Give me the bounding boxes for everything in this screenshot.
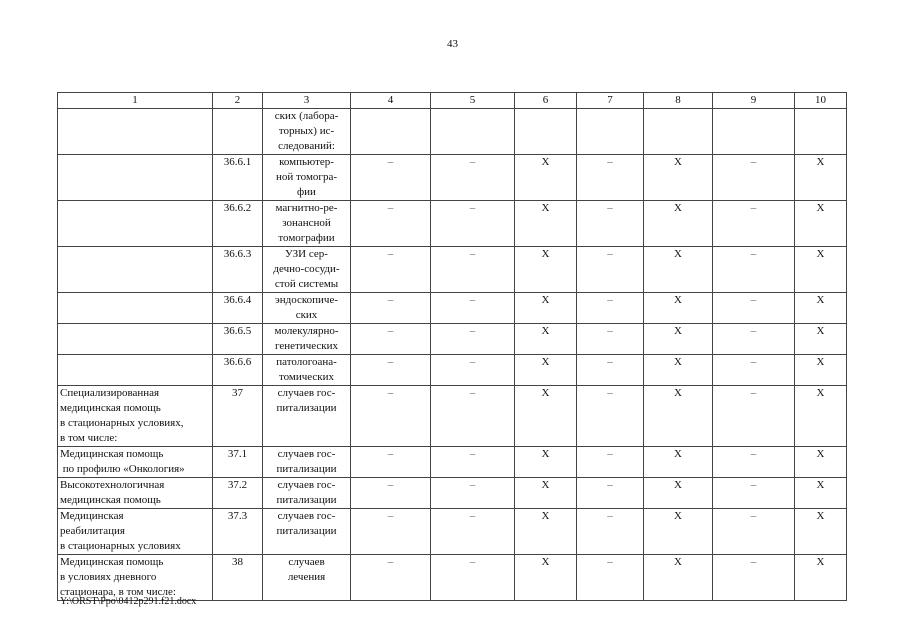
value-cell: X: [795, 509, 847, 555]
value-cell: X: [644, 447, 713, 478]
value-cell: X: [644, 355, 713, 386]
value-cell: –: [577, 293, 644, 324]
column-header: 5: [431, 93, 515, 109]
table-row: [58, 386, 847, 447]
unit-cell: случаев гос- питализации: [263, 386, 351, 447]
row-number-cell: 38: [213, 555, 263, 601]
row-number-cell: 37.3: [213, 509, 263, 555]
footer-file-path: Y:\ORST\Ppo\0412p291.f21.docx: [60, 596, 197, 607]
value-cell: X: [795, 247, 847, 293]
value-cell: [577, 109, 644, 155]
row-number-cell: 37: [213, 386, 263, 447]
value-cell: X: [515, 155, 577, 201]
value-cell: X: [644, 201, 713, 247]
unit-cell: случаев гос- питализации: [263, 478, 351, 509]
value-cell: X: [515, 324, 577, 355]
value-cell: –: [577, 201, 644, 247]
row-number-cell: 36.6.3: [213, 247, 263, 293]
care-type-cell: [58, 247, 213, 293]
value-cell: –: [351, 478, 431, 509]
value-cell: –: [351, 386, 431, 447]
column-header: 8: [644, 93, 713, 109]
value-cell: –: [577, 355, 644, 386]
value-cell: –: [577, 324, 644, 355]
value-cell: –: [351, 447, 431, 478]
unit-cell: случаев гос- питализации: [263, 447, 351, 478]
value-cell: –: [351, 155, 431, 201]
table-row: [58, 293, 847, 324]
page-number: 43: [447, 38, 458, 50]
table-row: [58, 355, 847, 386]
value-cell: –: [431, 555, 515, 601]
table-row: [58, 509, 847, 555]
unit-cell: случаев лечения: [263, 555, 351, 601]
unit-cell: случаев гос- питализации: [263, 509, 351, 555]
value-cell: X: [515, 509, 577, 555]
value-cell: X: [644, 555, 713, 601]
value-cell: –: [431, 355, 515, 386]
value-cell: –: [577, 247, 644, 293]
row-number-cell: [213, 109, 263, 155]
table-row: [58, 478, 847, 509]
value-cell: [795, 109, 847, 155]
value-cell: –: [431, 447, 515, 478]
row-number-cell: 36.6.1: [213, 155, 263, 201]
value-cell: X: [515, 293, 577, 324]
value-cell: X: [644, 386, 713, 447]
row-number-cell: 36.6.4: [213, 293, 263, 324]
value-cell: –: [351, 324, 431, 355]
care-type-cell: [58, 355, 213, 386]
care-type-cell: [58, 109, 213, 155]
column-header: 1: [58, 93, 213, 109]
value-cell: X: [515, 355, 577, 386]
value-cell: –: [713, 201, 795, 247]
value-cell: X: [644, 155, 713, 201]
table-row: [58, 247, 847, 293]
table-row: [58, 155, 847, 201]
value-cell: –: [431, 155, 515, 201]
row-number-cell: 36.6.5: [213, 324, 263, 355]
value-cell: X: [515, 447, 577, 478]
value-cell: –: [713, 555, 795, 601]
care-type-cell: [58, 293, 213, 324]
value-cell: X: [644, 478, 713, 509]
value-cell: X: [644, 324, 713, 355]
value-cell: –: [577, 447, 644, 478]
column-header: 3: [263, 93, 351, 109]
value-cell: –: [351, 555, 431, 601]
value-cell: X: [795, 478, 847, 509]
care-type-cell: Медицинская помощь по профилю «Онкология»: [58, 447, 213, 478]
value-cell: X: [515, 247, 577, 293]
care-type-cell: Медицинская реабилитация в стационарных условиях: [58, 509, 213, 555]
care-type-cell: [58, 324, 213, 355]
value-cell: –: [431, 324, 515, 355]
value-cell: X: [795, 555, 847, 601]
value-cell: –: [431, 478, 515, 509]
value-cell: –: [431, 201, 515, 247]
table-row: [58, 324, 847, 355]
value-cell: –: [713, 509, 795, 555]
value-cell: –: [351, 355, 431, 386]
care-type-cell: Высокотехнологичная медицинская помощь: [58, 478, 213, 509]
value-cell: [351, 109, 431, 155]
value-cell: –: [577, 509, 644, 555]
value-cell: –: [431, 509, 515, 555]
unit-cell: эндоскопиче- ских: [263, 293, 351, 324]
column-header: 4: [351, 93, 431, 109]
value-cell: –: [351, 247, 431, 293]
value-cell: –: [431, 293, 515, 324]
value-cell: –: [713, 355, 795, 386]
care-type-cell: Специализированная медицинская помощь в стационарных условиях, в том числе:: [58, 386, 213, 447]
value-cell: –: [577, 555, 644, 601]
value-cell: –: [351, 293, 431, 324]
row-number-cell: 36.6.2: [213, 201, 263, 247]
unit-cell: компьютер- ной томогра- фии: [263, 155, 351, 201]
value-cell: X: [795, 355, 847, 386]
value-cell: X: [644, 293, 713, 324]
value-cell: –: [431, 386, 515, 447]
table-row: [58, 109, 847, 155]
value-cell: –: [577, 478, 644, 509]
value-cell: X: [515, 555, 577, 601]
column-header: 10: [795, 93, 847, 109]
value-cell: –: [713, 386, 795, 447]
care-type-cell: Медицинская помощь в условиях дневного стационара, в том числе:: [58, 555, 213, 601]
unit-cell: молекулярно- генетических: [263, 324, 351, 355]
value-cell: –: [351, 509, 431, 555]
value-cell: –: [577, 155, 644, 201]
unit-cell: УЗИ сер- дечно-сосуди- стой системы: [263, 247, 351, 293]
column-header: 6: [515, 93, 577, 109]
value-cell: –: [351, 201, 431, 247]
value-cell: X: [515, 478, 577, 509]
value-cell: X: [795, 447, 847, 478]
row-number-cell: 37.1: [213, 447, 263, 478]
unit-cell: магнитно-ре- зонансной томографии: [263, 201, 351, 247]
column-header: 7: [577, 93, 644, 109]
unit-cell: патологоана- томических: [263, 355, 351, 386]
value-cell: X: [795, 386, 847, 447]
table-header-row: [58, 93, 847, 109]
value-cell: X: [795, 201, 847, 247]
column-header: 2: [213, 93, 263, 109]
value-cell: X: [795, 155, 847, 201]
value-cell: [644, 109, 713, 155]
column-header: 9: [713, 93, 795, 109]
table-row: [58, 201, 847, 247]
value-cell: X: [515, 386, 577, 447]
care-type-cell: [58, 201, 213, 247]
value-cell: X: [795, 324, 847, 355]
value-cell: X: [644, 509, 713, 555]
row-number-cell: 37.2: [213, 478, 263, 509]
unit-cell: ских (лабора- торных) ис- следований:: [263, 109, 351, 155]
value-cell: –: [713, 478, 795, 509]
value-cell: –: [713, 324, 795, 355]
value-cell: X: [515, 201, 577, 247]
value-cell: –: [713, 155, 795, 201]
data-table: [57, 92, 847, 601]
value-cell: [713, 109, 795, 155]
value-cell: –: [713, 447, 795, 478]
value-cell: –: [713, 247, 795, 293]
table-row: [58, 447, 847, 478]
value-cell: –: [713, 293, 795, 324]
table-row: [58, 555, 847, 601]
value-cell: [515, 109, 577, 155]
value-cell: –: [431, 247, 515, 293]
value-cell: –: [577, 386, 644, 447]
row-number-cell: 36.6.6: [213, 355, 263, 386]
value-cell: X: [644, 247, 713, 293]
value-cell: [431, 109, 515, 155]
value-cell: X: [795, 293, 847, 324]
care-type-cell: [58, 155, 213, 201]
